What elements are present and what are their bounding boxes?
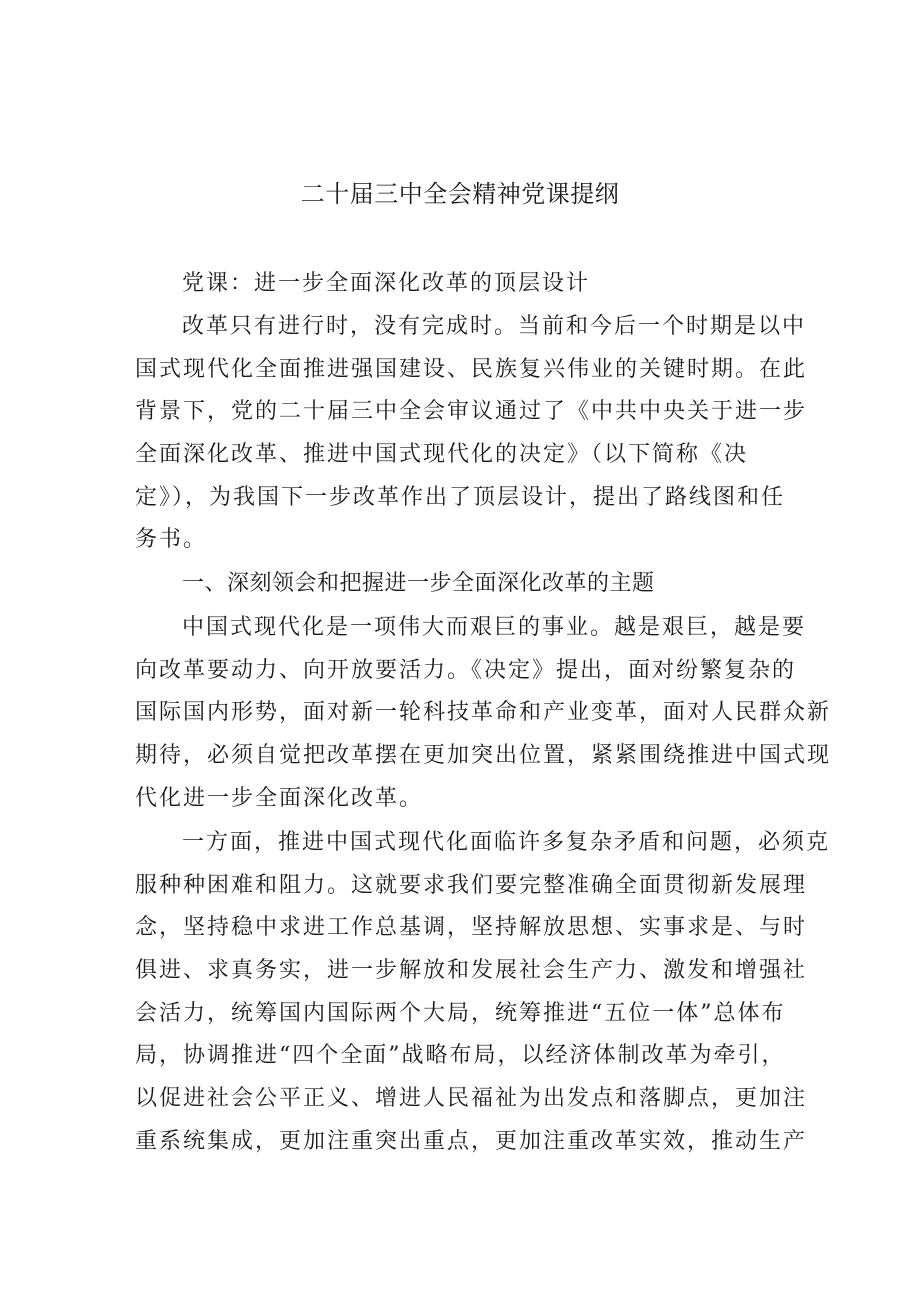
paragraph-line: 务书。 — [135, 527, 208, 553]
paragraph-line: 全面深化改革、推进中国式现代化的决定》（以下简称《决 — [135, 442, 749, 468]
paragraph-line: 以促进社会公平正义、增进人民福祉为出发点和落脚点，更加注 — [135, 1086, 808, 1112]
section-1-paragraph-1 — [135, 607, 832, 820]
paragraph-line: 局，协调推进“四个全面”战略布局，以经济体制改革为牵引， — [135, 1043, 786, 1069]
paragraph-line: 国式现代化全面推进强国建设、民族复兴伟业的关键时期。在此 — [135, 356, 808, 382]
section-1-paragraph-2 — [135, 822, 831, 1164]
paragraph-line: 代化进一步全面深化改革。 — [135, 785, 424, 811]
paragraph-line: 会活力，统筹国内国际两个大局，统筹推进“五位一体”总体布 — [135, 1000, 786, 1026]
paragraph-line: 重系统集成，更加注重突出重点，更加注重改革实效，推动生产 — [135, 1128, 808, 1154]
document-title: 二十届三中全会精神党课提纲 — [300, 180, 620, 208]
paragraph-line: 念，坚持稳中求进工作总基调，坚持解放思想、实事求是、与时 — [135, 915, 808, 941]
paragraph-line: 一方面，推进中国式现代化面临许多复杂矛盾和问题，必须克 — [182, 830, 831, 855]
paragraph-line: 向改革要动力、向开放要活力。《决定》提出，面对纷繁复杂的 — [135, 657, 797, 683]
paragraph-line: 服种种困难和阻力。这就要求我们要完整准确全面贯彻新发展理 — [135, 872, 808, 898]
paragraph-line: 中国式现代化是一项伟大而艰巨的事业。越是艰巨，越是要 — [182, 615, 807, 640]
intro-paragraph — [135, 306, 808, 562]
paragraph-line: 背景下，党的二十届三中全会审议通过了《中共中央关于进一步 — [135, 399, 808, 425]
paragraph-line: 改革只有进行时，没有完成时。当前和今后一个时期是以中 — [182, 314, 807, 339]
paragraph-line: 俱进、求真务实，进一步解放和发展社会生产力、激发和增强社 — [135, 958, 808, 984]
section-heading: 一、深刻领会和把握进一步全面深化改革的主题 — [182, 571, 655, 596]
paragraph-line: 定》），为我国下一步改革作出了顶层设计，提出了路线图和任 — [135, 484, 786, 510]
paragraph-line: 国际国内形势，面对新一轮科技革命和产业变革，面对人民群众新 — [135, 700, 832, 726]
paragraph-line: 期待，必须自觉把改革摆在更加突出位置，紧紧围绕推进中国式现 — [135, 743, 832, 769]
lesson-title: 党课：进一步全面深化改革的顶层设计 — [182, 271, 591, 296]
